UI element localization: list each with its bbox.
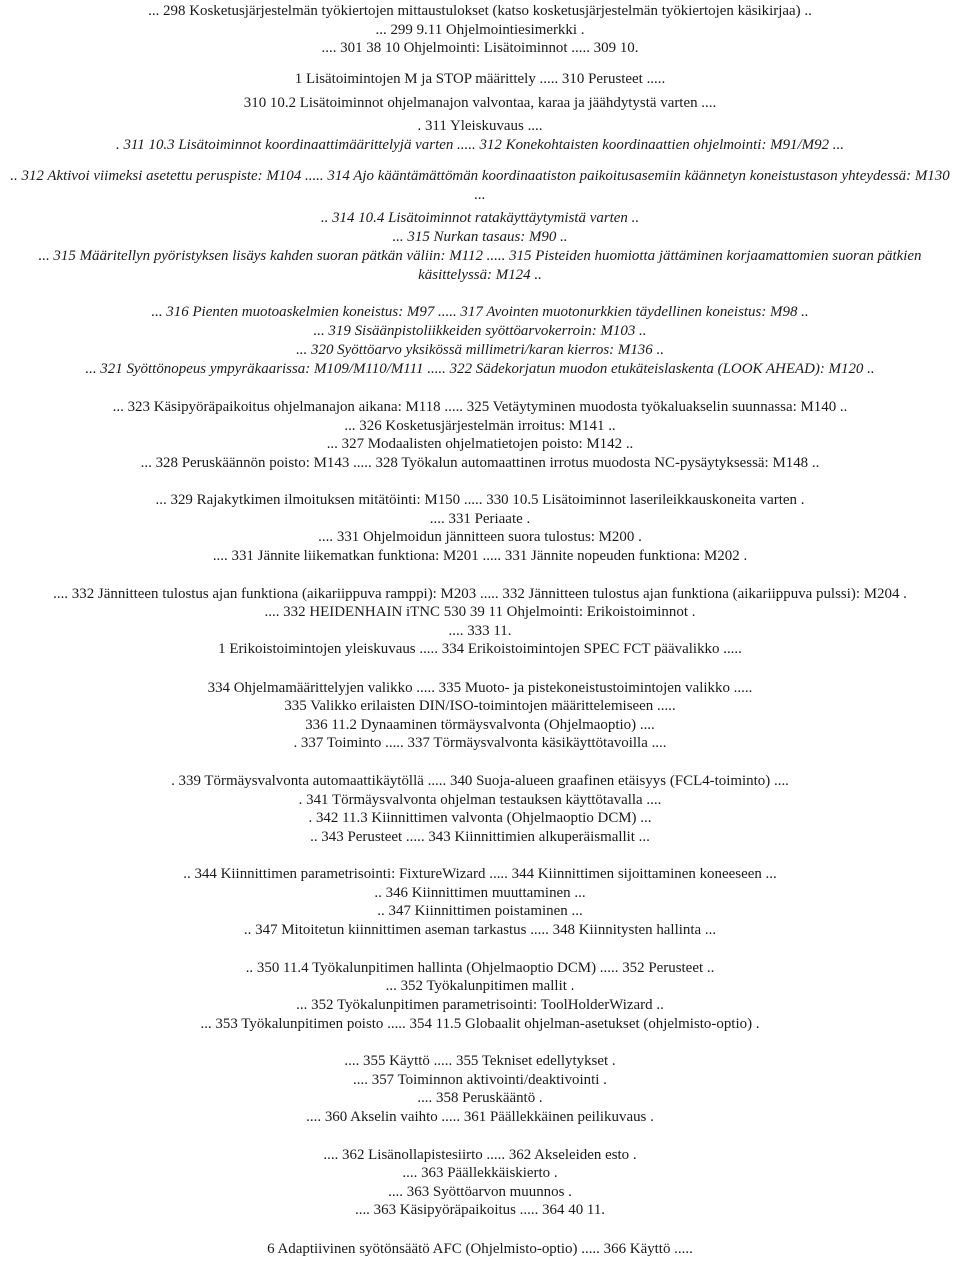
toc-line: ... 299 9.11 Ohjelmointiesimerkki . bbox=[375, 22, 585, 38]
toc-line: 334 Ohjelmamäärittelyjen valikko ..... 335 Muoto- ja pistekoneistustoimintojen valikko ..... bbox=[207, 680, 753, 696]
toc-line: .. 343 Perusteet ..... 343 Kiinnittimien alkuperäismallit ... bbox=[310, 829, 650, 845]
toc-line: 6 Adaptiivinen syötönsäätö AFC (Ohjelmisto-optio) ..... 366 Käyttö ..... bbox=[267, 1241, 693, 1257]
toc-line: .. 350 11.4 Työkalunpitimen hallinta (Ohjelmaoptio DCM) ..... 352 Perusteet .. bbox=[245, 960, 715, 976]
toc-line: .... 357 Toiminnon aktivointi/deaktivointi . bbox=[353, 1072, 607, 1088]
toc-line: käsittelyssä: M124 .. bbox=[418, 267, 542, 283]
toc-line: 335 Valikko erilaisten DIN/ISO-toimintojen määrittelemiseen ..... bbox=[284, 698, 676, 714]
toc-line: .... 331 Periaate . bbox=[429, 511, 531, 527]
toc-line: ... 327 Modaalisten ohjelmatietojen poisto: M142 .. bbox=[326, 436, 634, 452]
toc-line: .... 332 HEIDENHAIN iTNC 530 39 11 Ohjelmointi: Erikoistoiminnot . bbox=[264, 604, 696, 620]
toc-line: ... 316 Pienten muotoaskelmien koneistus: M97 ..... 317 Avointen muotonurkkien täydellinen koneistus: M98 .. bbox=[151, 304, 809, 320]
toc-line: ... bbox=[474, 187, 486, 203]
toc-line: ... 326 Kosketusjärjestelmän irroitus: M141 .. bbox=[344, 418, 616, 434]
toc-line: 310 10.2 Lisätoiminnot ohjelmanajon valvontaa, karaa ja jäähdytystä varten .... bbox=[243, 95, 717, 111]
toc-line: .... 333 11. bbox=[448, 623, 512, 639]
toc-line: ... 315 Nurkan tasaus: M90 .. bbox=[392, 229, 568, 245]
toc-line: .... 331 Jännite liikematkan funktiona: M201 ..... 331 Jännite nopeuden funktiona: M202 . bbox=[212, 548, 748, 564]
toc-line: .. 344 Kiinnittimen parametrisointi: FixtureWizard ..... 344 Kiinnittimen sijoittaminen koneeseen ... bbox=[183, 866, 777, 882]
toc-line: .... 360 Akselin vaihto ..... 361 Päällekkäinen peilikuvaus . bbox=[306, 1109, 654, 1125]
toc-line: .. 312 Aktivoi viimeksi asetettu peruspiste: M104 ..... 314 Ajo kääntämättömän koordinaatiston paikoitusasemiin käännetyn koneistustason yhteydessä: M130 bbox=[10, 168, 950, 184]
toc-line: ... 298 Kosketusjärjestelmän työkiertojen mittaustulokset (katso kosketusjärjestelmän työkiertojen käsikirjaa) .. bbox=[148, 3, 812, 19]
toc-line: .. 347 Mitoitetun kiinnittimen aseman tarkastus ..... 348 Kiinnitysten hallinta ... bbox=[243, 922, 717, 938]
toc-line: 336 11.2 Dynaaminen törmäysvalvonta (Ohjelmaoptio) .... bbox=[305, 717, 655, 733]
toc-line: .... 363 Syöttöarvon muunnos . bbox=[388, 1184, 572, 1200]
toc-line: ... 328 Peruskäännön poisto: M143 ..... 328 Työkalun automaattinen irrotus muodosta NC-pysäytyksessä: M148 .. bbox=[140, 455, 820, 471]
toc-line: 1 Erikoistoimintojen yleiskuvaus ..... 334 Erikoistoimintojen SPEC FCT päävalikko ..... bbox=[218, 641, 742, 657]
toc-line: . 337 Toiminto ..... 337 Törmäysvalvonta käsikäyttötavoilla .... bbox=[293, 735, 667, 751]
toc-line: .... 363 Käsipyöräpaikoitus ..... 364 40 11. bbox=[354, 1202, 606, 1218]
toc-line: . 311 10.3 Lisätoiminnot koordinaattimäärittelyjä varten ..... 312 Konekohtaisten koordinaattien ohjelmointi: M91/M92 ... bbox=[115, 137, 845, 153]
toc-line: .... 355 Käyttö ..... 355 Tekniset edellytykset . bbox=[344, 1053, 616, 1069]
toc-line: ... 352 Työkalunpitimen mallit . bbox=[385, 978, 575, 994]
toc-line: ... 329 Rajakytkimen ilmoituksen mitätöinti: M150 ..... 330 10.5 Lisätoiminnot laserileikkauskoneita varten . bbox=[155, 492, 805, 508]
toc-line: ... 319 Sisäänpistoliikkeiden syöttöarvokerroin: M103 .. bbox=[313, 323, 647, 339]
toc-line: .... 363 Päällekkäiskierto . bbox=[402, 1165, 558, 1181]
toc-line: ... 352 Työkalunpitimen parametrisointi: ToolHolderWizard .. bbox=[296, 997, 664, 1013]
toc-line: 1 Lisätoimintojen M ja STOP määrittely ..... 310 Perusteet ..... bbox=[294, 71, 666, 87]
toc-line: ... 353 Työkalunpitimen poisto ..... 354 11.5 Globaalit ohjelman-asetukset (ohjelmisto-optio) . bbox=[200, 1016, 760, 1032]
toc-line: ... 320 Syöttöarvo yksikössä millimetri/karan kierros: M136 .. bbox=[296, 342, 664, 358]
toc-line: .. 347 Kiinnittimen poistaminen ... bbox=[377, 903, 583, 919]
toc-line: . 311 Yleiskuvaus .... bbox=[417, 118, 543, 134]
toc-line: .. 346 Kiinnittimen muuttaminen ... bbox=[374, 885, 586, 901]
toc-line: .... 332 Jännitteen tulostus ajan funktiona (aikariippuva ramppi): M203 ..... 332 Jännitteen tulostus ajan funktiona (aikariippuva pulssi): M204 . bbox=[53, 586, 907, 602]
toc-line: .... 331 Ohjelmoidun jännitteen suora tulostus: M200 . bbox=[318, 529, 642, 545]
toc-line: .... 362 Lisänollapistesiirto ..... 362 Akseleiden esto . bbox=[323, 1147, 637, 1163]
toc-line: .... 301 38 10 Ohjelmointi: Lisätoiminnot ..... 309 10. bbox=[321, 40, 639, 56]
toc-line: ... 323 Käsipyöräpaikoitus ohjelmanajon aikana: M118 ..... 325 Vetäytyminen muodosta työkaluakselin suunnassa: M140 .. bbox=[112, 399, 848, 415]
toc-line: . 342 11.3 Kiinnittimen valvonta (Ohjelmaoptio DCM) ... bbox=[308, 810, 652, 826]
toc-line: .. 314 10.4 Lisätoiminnot ratakäyttäytymistä varten .. bbox=[320, 210, 640, 226]
toc-line: . 339 Törmäysvalvonta automaattikäytöllä ..... 340 Suoja-alueen graafinen etäisyys (FCL4-toiminto) .... bbox=[171, 773, 789, 789]
toc-line: .... 358 Peruskääntö . bbox=[417, 1090, 543, 1106]
toc-line: ... 321 Syöttönopeus ympyräkaarissa: M109/M110/M111 ..... 322 Sädekorjatun muodon etukäteislaskenta (LOOK AHEAD): M120 .. bbox=[85, 361, 875, 377]
toc-line: ... 315 Määritellyn pyöristyksen lisäys kahden suoran pätkän väliin: M112 ..... 315 Pisteiden huomiotta jättäminen korjaamattomien suoran pätkien bbox=[38, 248, 922, 264]
toc-line: . 341 Törmäysvalvonta ohjelman testauksen käyttötavalla .... bbox=[298, 792, 662, 808]
